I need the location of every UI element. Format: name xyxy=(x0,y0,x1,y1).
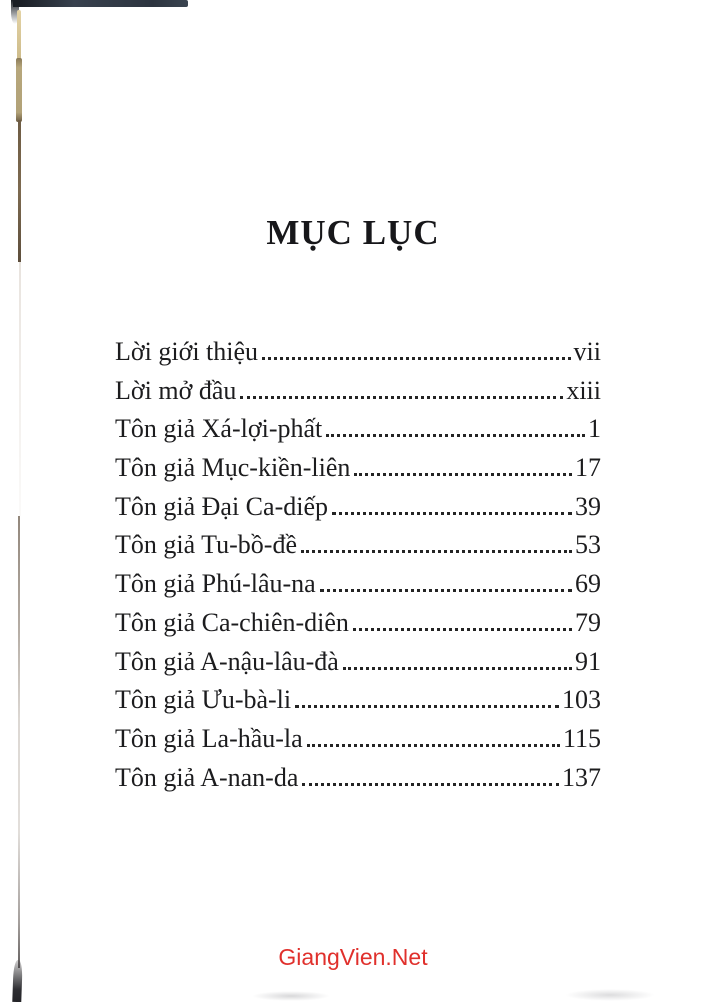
toc-entry-page: 137 xyxy=(562,762,601,792)
toc-entry-page: xiii xyxy=(566,375,601,405)
toc-entry-page: 39 xyxy=(575,491,601,521)
toc-entry-page: vii xyxy=(573,337,601,366)
page-title: MỤC LỤC xyxy=(266,213,440,252)
dot-leader xyxy=(353,628,572,631)
toc-entry-label: Tôn giả Phú-lâu-na xyxy=(115,569,316,599)
scan-artifact-spine-line-faint xyxy=(19,262,21,516)
scan-artifact-bottom-smudge xyxy=(565,989,655,1001)
toc-entry-label: Tôn giả Ca-chiên-diên xyxy=(115,607,349,637)
toc-entry-label: Tôn giả Đại Ca-diếp xyxy=(115,491,328,521)
toc-entry-label: Tôn giả Ưu-bà-li xyxy=(115,685,292,715)
toc-entry xyxy=(115,526,601,565)
toc-entry xyxy=(115,410,601,449)
toc-entry xyxy=(115,372,601,411)
scan-artifact-corner-blob xyxy=(11,0,19,24)
toc-entry xyxy=(115,333,601,372)
scan-artifact-spine-line-brown xyxy=(18,120,21,262)
dot-leader xyxy=(295,705,559,708)
toc-entry-label: Lời mở đầu xyxy=(115,375,237,405)
dot-leader xyxy=(320,589,572,592)
table-of-contents xyxy=(115,333,601,797)
scan-artifact-top-bar xyxy=(13,0,188,7)
toc-entry-label: Tôn giả Mục-kiền-liên xyxy=(115,453,351,483)
dot-leader xyxy=(343,667,572,670)
toc-entry-page: 53 xyxy=(575,530,601,560)
dot-leader xyxy=(307,744,560,747)
scan-artifact-spine-line-mid xyxy=(16,58,22,122)
toc-entry-label: Tôn giả Tu-bồ-đề xyxy=(115,530,297,560)
toc-entry xyxy=(115,604,601,643)
toc-entry-label: Tôn giả La-hầu-la xyxy=(115,723,303,753)
scan-artifact-spine-line-top xyxy=(17,10,21,60)
toc-entry-page: 1 xyxy=(588,414,601,444)
toc-entry-page: 91 xyxy=(575,646,601,676)
scan-artifact-spine-line-lower xyxy=(18,516,20,968)
dot-leader xyxy=(262,357,571,360)
toc-entry-label: Tôn giả Xá-lợi-phất xyxy=(115,414,323,444)
toc-entry-page: 79 xyxy=(575,607,601,637)
toc-entry-page: 17 xyxy=(575,453,601,483)
watermark: GiangVien.Net xyxy=(278,944,428,970)
toc-entry xyxy=(115,565,601,604)
toc-entry xyxy=(115,720,601,759)
toc-entry-page: 103 xyxy=(562,685,601,715)
dot-leader xyxy=(301,550,572,553)
dot-leader xyxy=(326,434,585,437)
toc-entry-label: Tôn giả A-nậu-lâu-đà xyxy=(115,646,339,676)
toc-entry xyxy=(115,759,601,798)
toc-entry xyxy=(115,488,601,527)
toc-entry xyxy=(115,643,601,682)
dot-leader xyxy=(240,396,563,399)
toc-entry-label: Tôn giả A-nan-da xyxy=(115,762,299,792)
dot-leader xyxy=(332,512,572,515)
toc-entry xyxy=(115,449,601,488)
toc-entry-page: 115 xyxy=(562,723,601,753)
toc-entry xyxy=(115,681,601,720)
toc-entry-label: Lời giới thiệu xyxy=(115,337,259,366)
scan-artifact-bottom-blob xyxy=(12,960,22,1002)
dot-leader xyxy=(302,783,559,786)
dot-leader xyxy=(354,473,572,476)
toc-entry-page: 69 xyxy=(575,569,601,599)
